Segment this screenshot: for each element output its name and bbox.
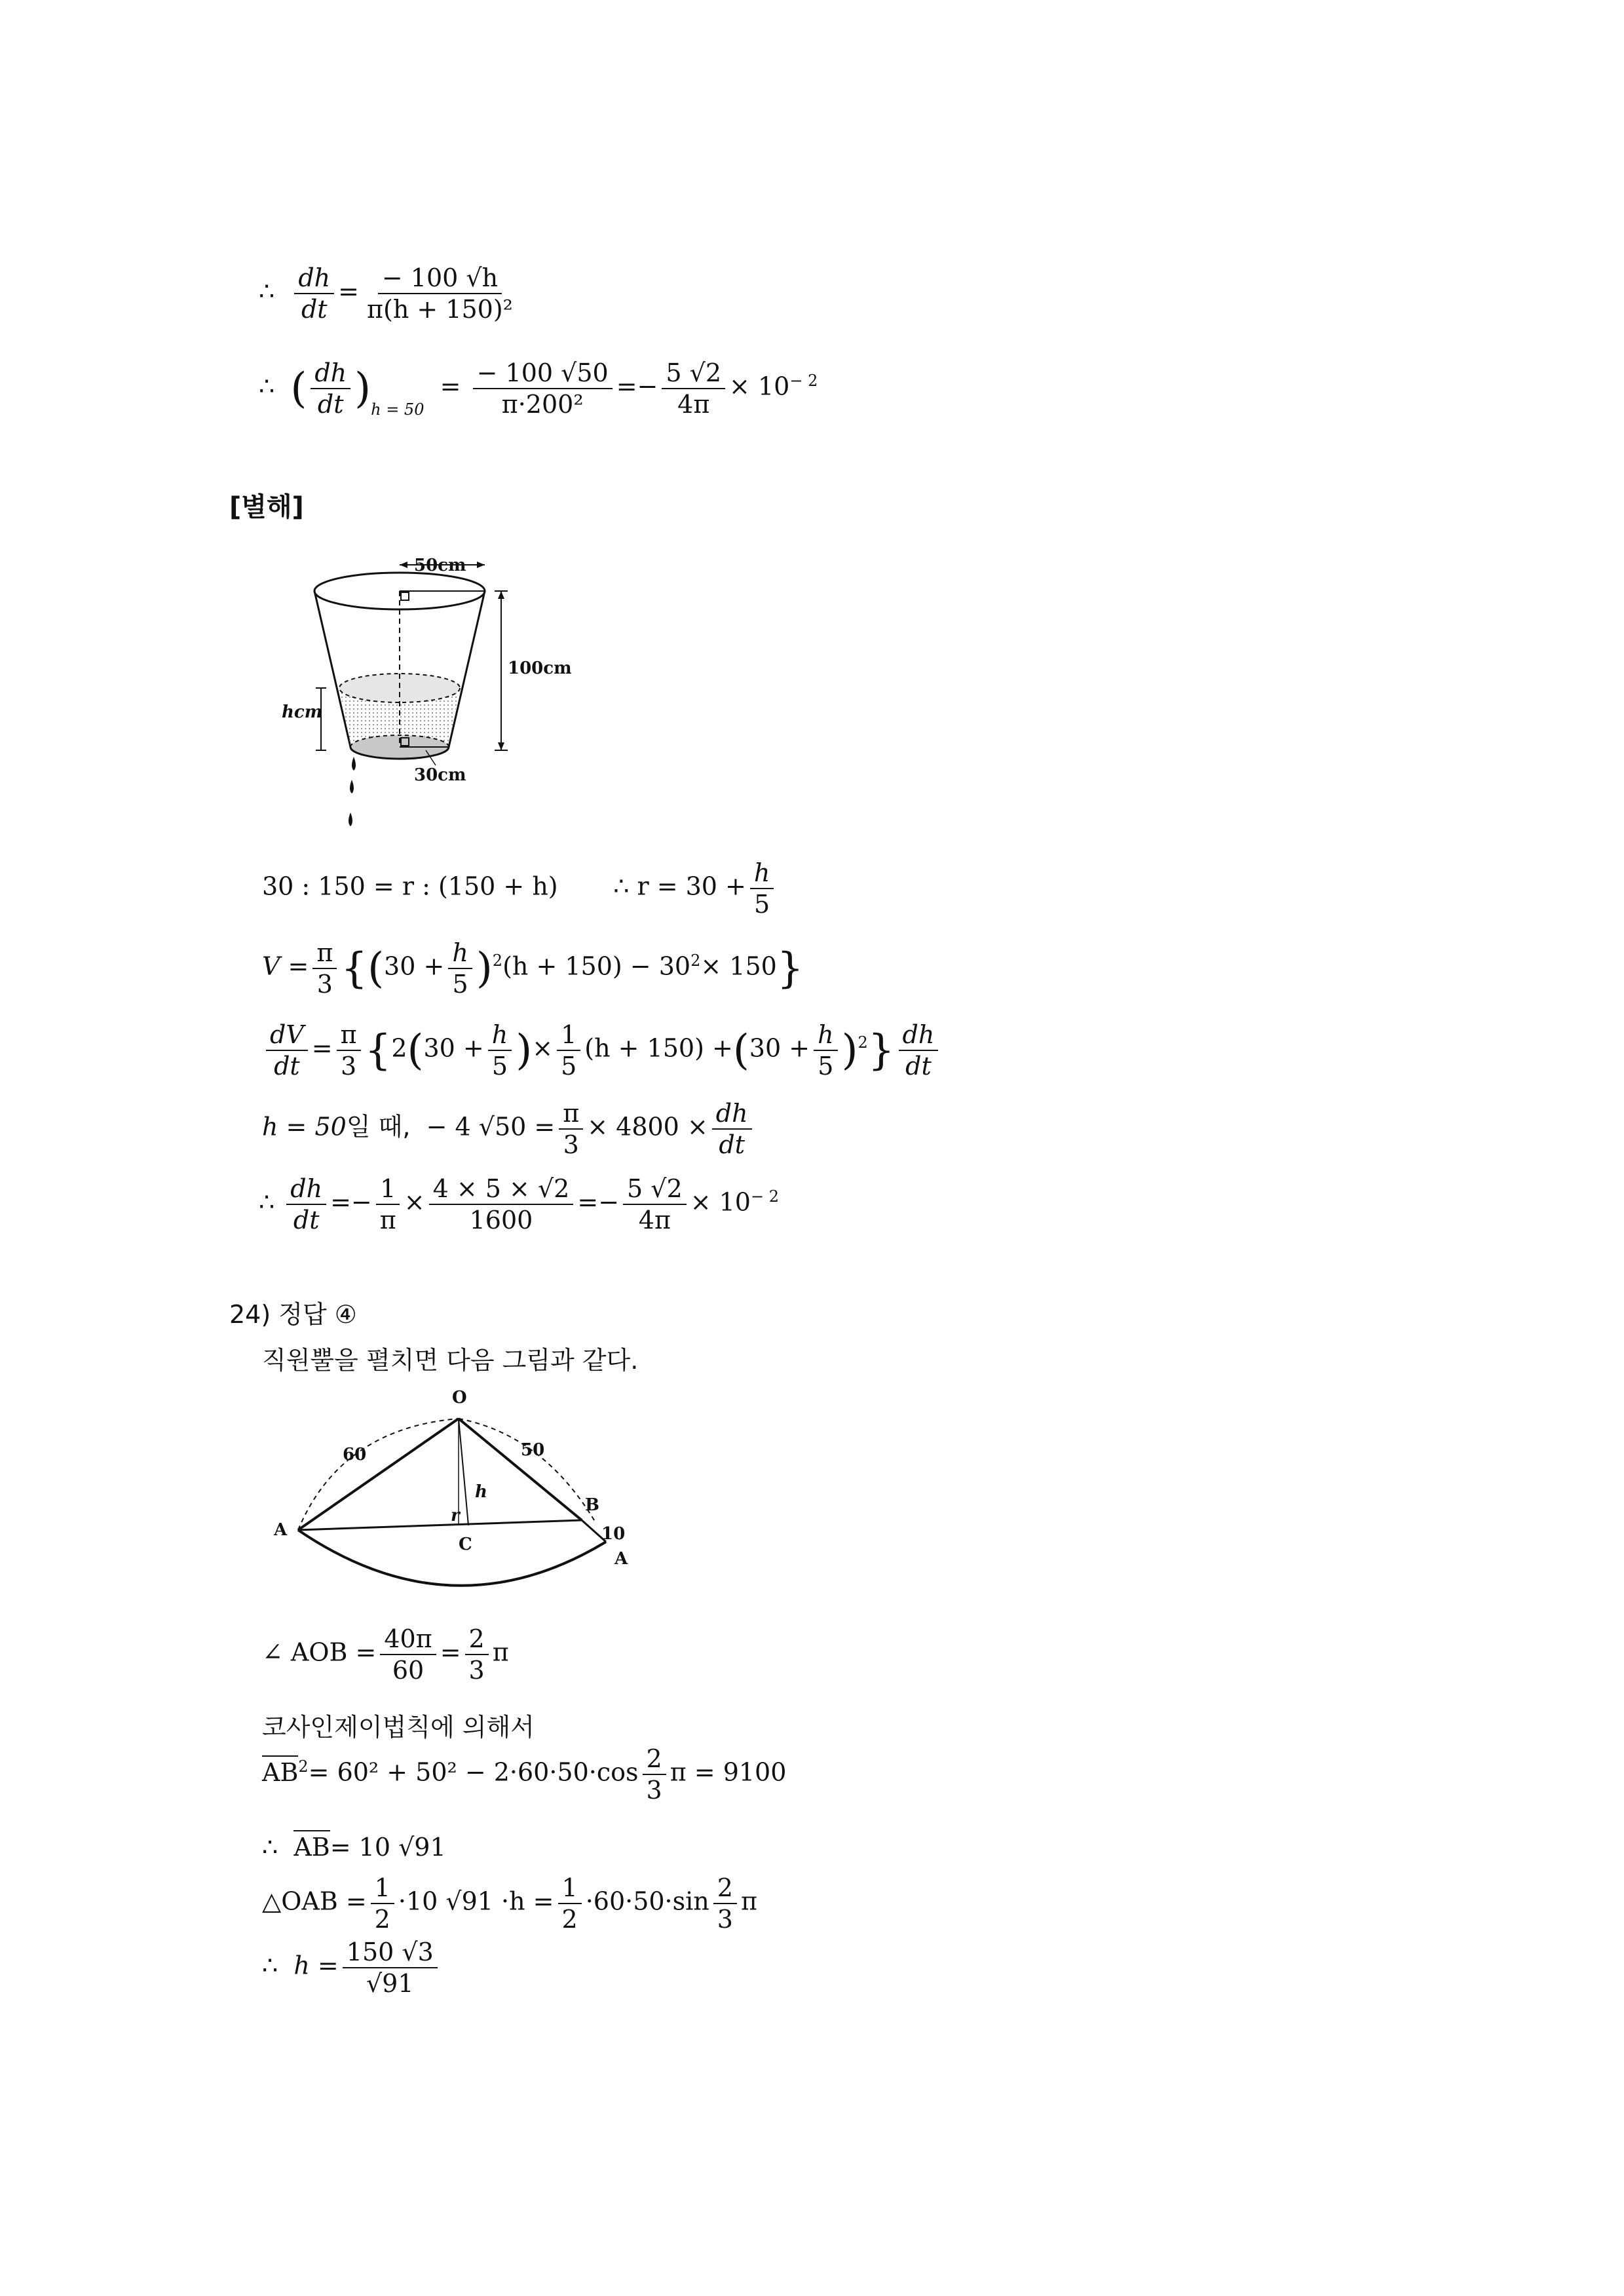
- eq-dh-dt-result: ∴ $\frac{dh}{dt}$ =− $\frac{1}{\pi}$ × $\frac{4 \times 5 \times √2}{1600}$ =− $\frac{5 √2}{4\pi}$ × $10^{- 2}$: [259, 1174, 779, 1234]
- eq-ratio: 30 : 150 = r : (150 + h) ∴ r = 30 + $\frac{h}{5}$: [262, 860, 778, 917]
- eq-AB-squared: $AB^2= 60^2 + 50^2 - 2\cdot 60\cdot 50\cdot\cos$ $\frac{2}{3}$ π = 9100: [262, 1744, 787, 1805]
- bucket-right-side: [449, 591, 485, 747]
- label-r: r: [451, 1506, 460, 1525]
- label-water-height: hcm: [282, 702, 323, 722]
- alt-solution-heading: [별해]: [229, 492, 304, 522]
- problem-24-title: 24) 정답 ④: [229, 1300, 357, 1329]
- label-bottom-radius: 30cm: [414, 765, 466, 785]
- eq-AB: ∴ AB= 10 √91: [262, 1835, 446, 1860]
- eq-h-result: ∴ h = $\frac{150 √3}{√91}$: [262, 1940, 442, 1996]
- eq-area-OAB: △OAB = $\frac{1}{2}$ ·10 √91 ·h = $\frac{1}{2}$ ·60·50·sin $\frac{2}{3}$ π: [262, 1873, 757, 1934]
- eq-dh-dt-general: ∴ $\frac{dh}{dt}$ = $\frac{- 100 √h}{\text{π(h + 150)²}}$: [259, 263, 513, 324]
- label-50: 50: [521, 1440, 545, 1460]
- label-A-left: A: [274, 1520, 288, 1540]
- water-drop-icon: [350, 780, 354, 794]
- label-h: h: [475, 1482, 487, 1502]
- label-10: 10: [601, 1524, 626, 1544]
- eq-dv-dt: $\frac{dV}{dt}$ = $\frac{\pi}{3}$ {2(30 + $\frac{h}{5}$ )× $\frac{1}{5}$ (h + 150) +(30 + $\frac{h}{5}$ )$^2$} $\frac{dh}{dt}$: [262, 1022, 942, 1079]
- eq-angle-AOB: ∠ AOB = $\frac{40\pi}{60}$ = $\frac{2}{3}$ π: [262, 1624, 509, 1685]
- bucket-figure: [262, 550, 603, 839]
- label-A-right: A: [614, 1549, 628, 1569]
- eq-substitute-h50: h = 50일 때, − 4 √50 = $\frac{\pi}{3}$ × 4800 × $\frac{dh}{dt}$: [262, 1101, 756, 1157]
- water-drop-icon: [352, 757, 356, 771]
- bucket-left-side: [314, 591, 350, 747]
- label-60: 60: [343, 1445, 367, 1464]
- segment-OB: [459, 1419, 582, 1520]
- height-h: [459, 1419, 468, 1525]
- eq-dh-dt-at-50: ∴ ( $\frac{dh}{dt}$ )$_{h = 50}$ = $\frac{- 100 √50}{\text{π·200²}}$ =− $\frac{5 √2}{4\pi}$ × $10^{- 2}$: [259, 358, 818, 419]
- cosine-law-text: 코사인제이법칙에 의해서: [262, 1713, 535, 1742]
- segment-OA: [298, 1419, 459, 1530]
- label-O: O: [452, 1388, 467, 1407]
- problem-24-description: 직원뿔을 펼치면 다음 그림과 같다.: [262, 1346, 639, 1375]
- eq-volume: V = $\frac{\pi}{3}$ {(30 + $\frac{h}{5}$ )$^2(h + 150) - 30^2\times 150$}: [262, 938, 804, 999]
- label-B: B: [585, 1495, 599, 1515]
- segment-AB: [298, 1520, 582, 1530]
- sector-arc: [298, 1530, 606, 1586]
- sector-figure: [262, 1383, 668, 1599]
- therefore-symbol: ∴: [259, 277, 275, 306]
- label-height: 100cm: [508, 659, 572, 678]
- water-drop-icon: [349, 813, 352, 826]
- label-top-radius: 50cm: [414, 556, 466, 575]
- label-C: C: [459, 1535, 472, 1554]
